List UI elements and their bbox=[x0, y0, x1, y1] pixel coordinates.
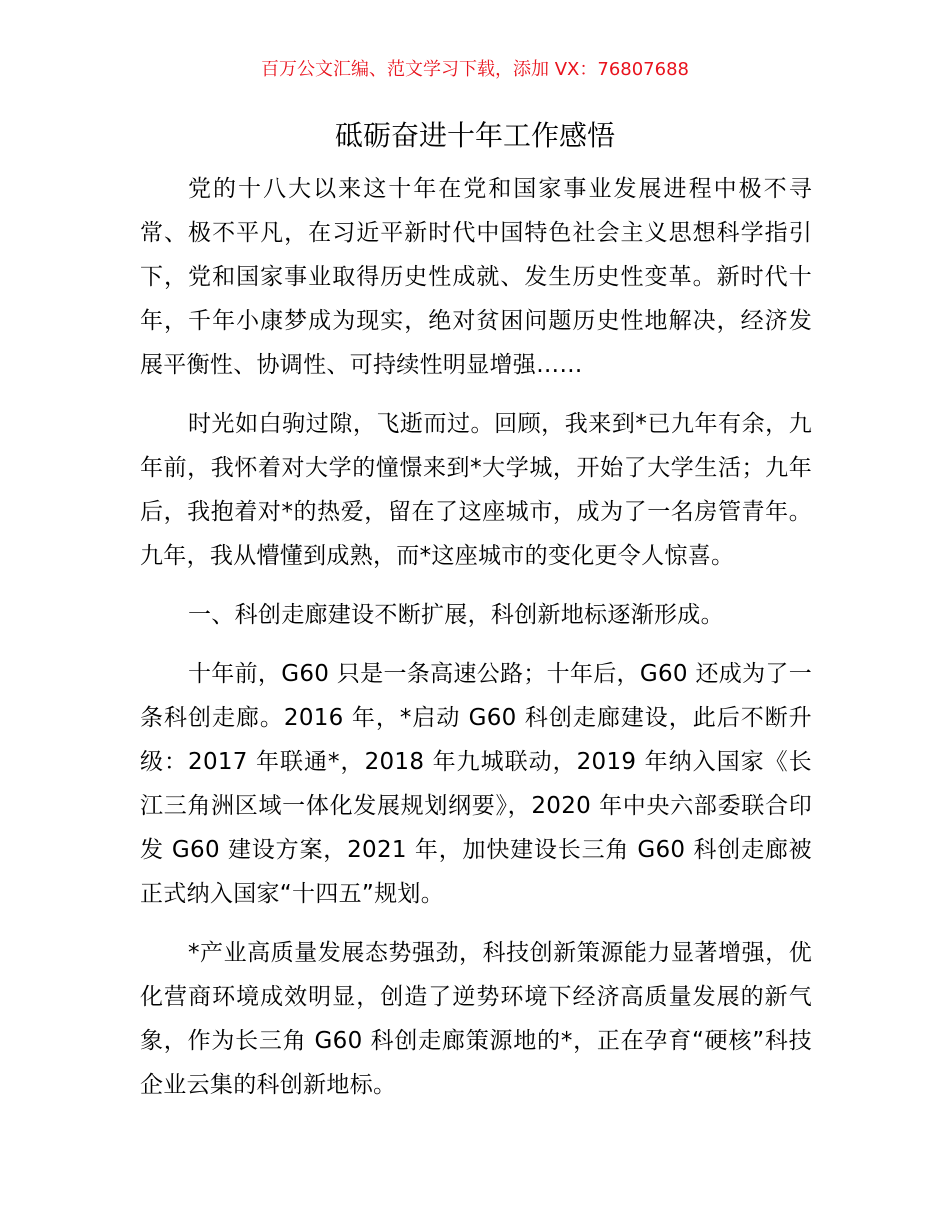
header-note: 百万公文汇编、范文学习下载，添加 VX：76807688 bbox=[261, 59, 689, 80]
paragraph-intro: 党的十八大以来这十年在党和国家事业发展进程中极不寻常、极不平凡，在习近平新时代中国特色社会主义思想科学指引下，党和国家事业取得历史性成就、发生历史性变革。新时代十年，千年小康梦成为现实，绝对贫困问题历史性地解决，经济发展平衡性、协调性、可持续性明显增强…… bbox=[140, 176, 812, 378]
document-body bbox=[140, 167, 812, 1122]
paragraph-g60-history: 十年前，G60 只是一条高速公路；十年后，G60 还成为了一条科创走廊。2016 年，*启动 G60 科创走廊建设，此后不断升级：2017 年联通*，2018 年九城联动，2019 年纳入国家《长江三角洲区域一体化发展规划纲要》，2020 年中央六部委联合印发 G60 建设方案，2021 年，加快建设长三角 G60 科创走廊被正式纳入国家“十四五”规划。 bbox=[140, 661, 812, 907]
document-title: 砥砺奋进十年工作感悟 bbox=[334, 119, 615, 152]
section-heading-1: 一、科创走廊建设不断扩展，科创新地标逐渐形成。 bbox=[188, 602, 724, 628]
paragraph-reflection: 时光如白驹过隙，飞逝而过。回顾，我来到*已九年有余，九年前，我怀着对大学的憧憬来到*大学城，开始了大学生活；九年后，我抱着对*的热爱，留在了这座城市，成为了一名房管青年。九年，我从懵懂到成熟，而*这座城市的变化更令人惊喜。 bbox=[140, 411, 812, 569]
paragraph-industry: *产业高质量发展态势强劲，科技创新策源能力显著增强，优化营商环境成效明显，创造了逆势环境下经济高质量发展的新气象，作为长三角 G60 科创走廊策源地的*，正在孕育“硬核”科技企业云集的科创新地标。 bbox=[140, 940, 812, 1098]
